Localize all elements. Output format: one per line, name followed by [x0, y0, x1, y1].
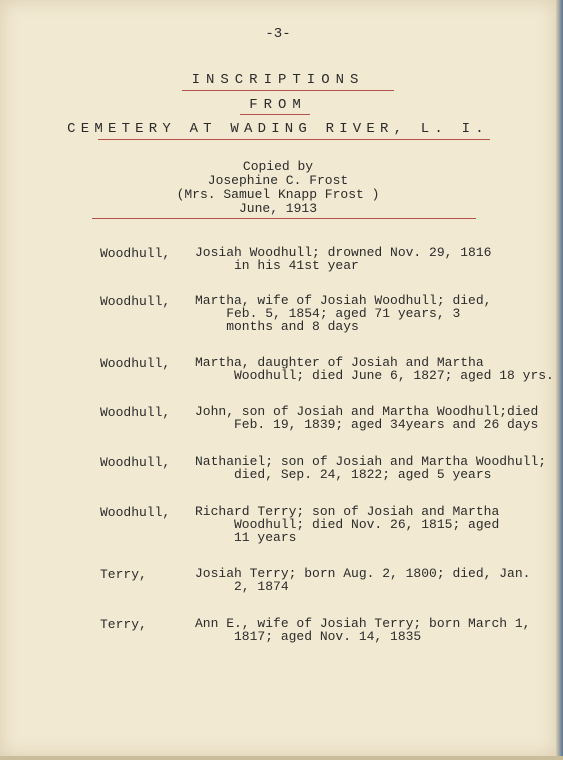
entry-surname: Woodhull, [100, 405, 171, 420]
entry-line: Woodhull; died Nov. 26, 1815; aged [195, 517, 500, 532]
entry-surname: Woodhull, [100, 246, 171, 261]
entry-surname: Woodhull, [100, 356, 171, 371]
entry-text [195, 405, 538, 431]
entry-line: Feb. 5, 1854; aged 71 years, 3 [195, 306, 461, 321]
entry-line: Martha, wife of Josiah Woodhull; died, [195, 293, 492, 308]
entry-line: Woodhull; died June 6, 1827; aged 18 yrs. [195, 368, 554, 383]
entry-text [195, 294, 491, 333]
entry-surname: Terry, [100, 617, 147, 632]
page-edge [556, 0, 563, 760]
entry-line: Feb. 19, 1839; aged 34years and 26 days [195, 417, 539, 432]
entry-line: months and 8 days [195, 319, 359, 334]
credit-line-1: Copied by [242, 159, 314, 174]
entry-surname: Woodhull, [100, 505, 171, 520]
title-underline-1 [182, 90, 394, 91]
entry-text [195, 617, 530, 643]
title-line-2: FROM [249, 97, 307, 113]
credit-line-3: (Mrs. Samuel Knapp Frost ) [176, 187, 380, 202]
entry-line: Martha, daughter of Josiah and Martha [195, 355, 484, 370]
entry-line: Ann E., wife of Josiah Terry; born March 1, [195, 616, 531, 631]
entry-surname: Woodhull, [100, 294, 171, 309]
credit-line-4: June, 1913 [238, 201, 317, 216]
credit-line-2: Josephine C. Frost [207, 173, 349, 188]
entry-line: Nathaniel; son of Josiah and Martha Woodhull; [195, 454, 547, 469]
credit-underline [92, 218, 476, 219]
entry-line: in his 41st year [195, 258, 359, 273]
entry-text [195, 356, 554, 382]
entry-line: 2, 1874 [195, 579, 289, 594]
entry-line: 1817; aged Nov. 14, 1835 [195, 629, 422, 644]
title-underline-2 [240, 114, 310, 115]
entry-line: Richard Terry; son of Josiah and Martha [195, 504, 500, 519]
entry-text [195, 505, 499, 544]
entry-line: Josiah Terry; born Aug. 2, 1800; died, Jan. [195, 566, 531, 581]
title-line-3: CEMETERY AT WADING RIVER, L. I. [67, 121, 489, 137]
entry-surname: Terry, [100, 567, 147, 582]
entry-line: died, Sep. 24, 1822; aged 5 years [195, 467, 492, 482]
entry-text [195, 455, 546, 481]
title-line-1: INSCRIPTIONS [191, 72, 365, 88]
entry-line: Josiah Woodhull; drowned Nov. 29, 1816 [195, 245, 492, 260]
entry-line: John, son of Josiah and Martha Woodhull;died [195, 404, 539, 419]
entry-surname: Woodhull, [100, 455, 171, 470]
title-underline-3 [98, 139, 490, 140]
page-number: -3- [265, 26, 291, 42]
entry-text [195, 567, 530, 593]
credit-block [0, 160, 556, 216]
entry-line: 11 years [195, 530, 297, 545]
entry-text [195, 246, 491, 272]
page-bottom-edge [0, 756, 563, 760]
